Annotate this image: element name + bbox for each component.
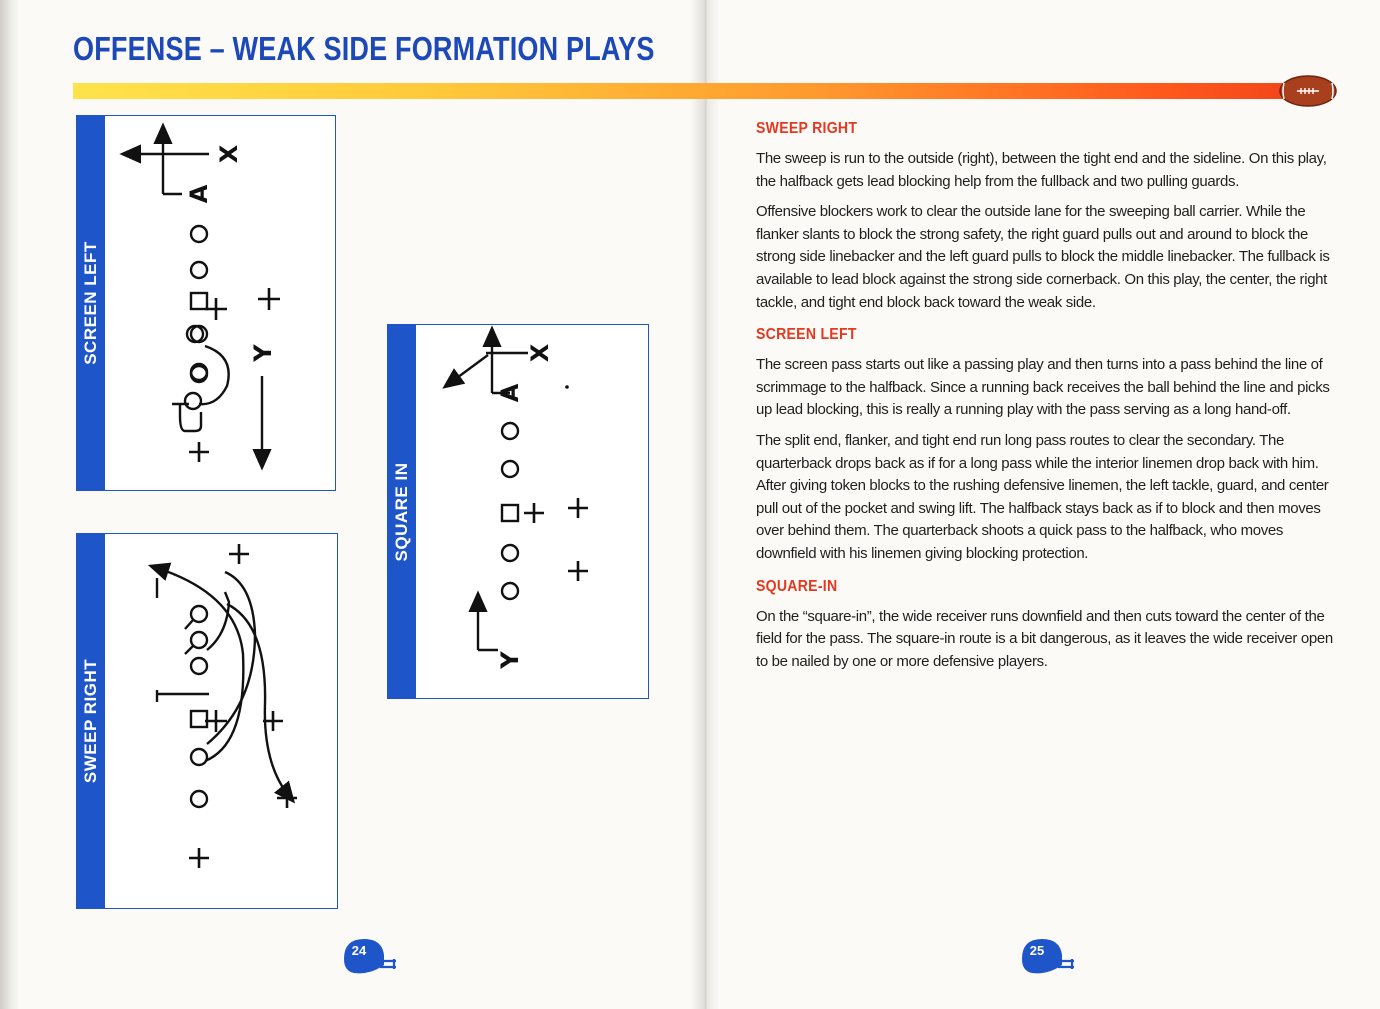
page-number-left (340, 935, 400, 979)
page-edge (0, 0, 18, 1009)
page-number: 24 (351, 943, 367, 958)
page-number-right (1018, 935, 1078, 979)
book-gutter (690, 0, 720, 1009)
section-sweep-right (756, 120, 1341, 314)
square-in-diagram (387, 324, 649, 699)
page-number: 25 (1029, 943, 1045, 958)
section-screen-left (756, 326, 1341, 565)
screen-left-label: SCREEN LEFT (81, 241, 100, 365)
square-in-play (388, 325, 648, 698)
svg-text:Y: Y (249, 344, 277, 362)
sweep-right-label: SWEEP RIGHT (81, 658, 100, 784)
section-paragraph: Offensive blockers work to clear the outside lane for the sweeping ball carrier. While the flanker slants to block the strong safety, the right guard pulls out and around to block the strong side linebacker and the left guard pulls to block the middle linebacker. The fullback is available to lead block against the strong side cornerback. On this play, the center, the right tackle, and tight end block back toward the weak side. (756, 203, 1330, 311)
section-paragraph: The split end, flanker, and tight end run long pass routes to clear the secondary. The quarterback drops back as if for a long pass while the interior linemen drop back with him. After giving token blocks to the rushing defensive linemen, the left tackle, guard, and center pull out of the pocket and swing lift. The halfback stays back as if to block and then moves over behind them. The quarterback shoots a quick pass to the halfback, who moves downfield with his linemen giving blocking protection. (756, 431, 1329, 562)
play-descriptions (756, 120, 1341, 685)
svg-text:A: A (185, 184, 213, 204)
section-paragraph: The screen pass starts out like a passing play and then turns into a pass behind the line of scrimmage to the halfback. Since a running back receives the ball behind the line and picks up lead blocking, this is really a running play with the pass serving as a long hand-off. (756, 356, 1330, 419)
header-stripe (73, 83, 1303, 99)
section-title: SWEEP RIGHT (756, 120, 858, 137)
section-paragraph: On the “square-in”, the wide receiver runs downfield and then cuts toward the center of the field for the pass. The square-in route is a bit dangerous, as it leaves the wide receiver open to be nailed by one or more defensive players. (756, 607, 1333, 670)
screen-left-play (77, 116, 335, 490)
svg-text:Y: Y (496, 651, 524, 669)
sweep-right-play (77, 534, 337, 908)
screen-left-diagram (76, 115, 336, 491)
section-title: SQUARE-IN (756, 577, 838, 595)
svg-text:X: X (215, 144, 243, 164)
section-square-in (756, 578, 1341, 674)
svg-text:X: X (526, 343, 554, 363)
svg-text:A: A (496, 383, 524, 403)
section-title: SCREEN LEFT (756, 326, 857, 344)
section-paragraph: The sweep is run to the outside (right), between the tight end and the sideline. On this play, the halfback gets lead blocking help from the fullback and two pulling guards. (756, 150, 1327, 190)
football-icon (1278, 74, 1338, 108)
square-in-label: SQUARE IN (392, 462, 411, 561)
page-title: OFFENSE – WEAK SIDE FORMATION PLAYS (73, 30, 655, 67)
sweep-right-diagram (76, 533, 338, 909)
